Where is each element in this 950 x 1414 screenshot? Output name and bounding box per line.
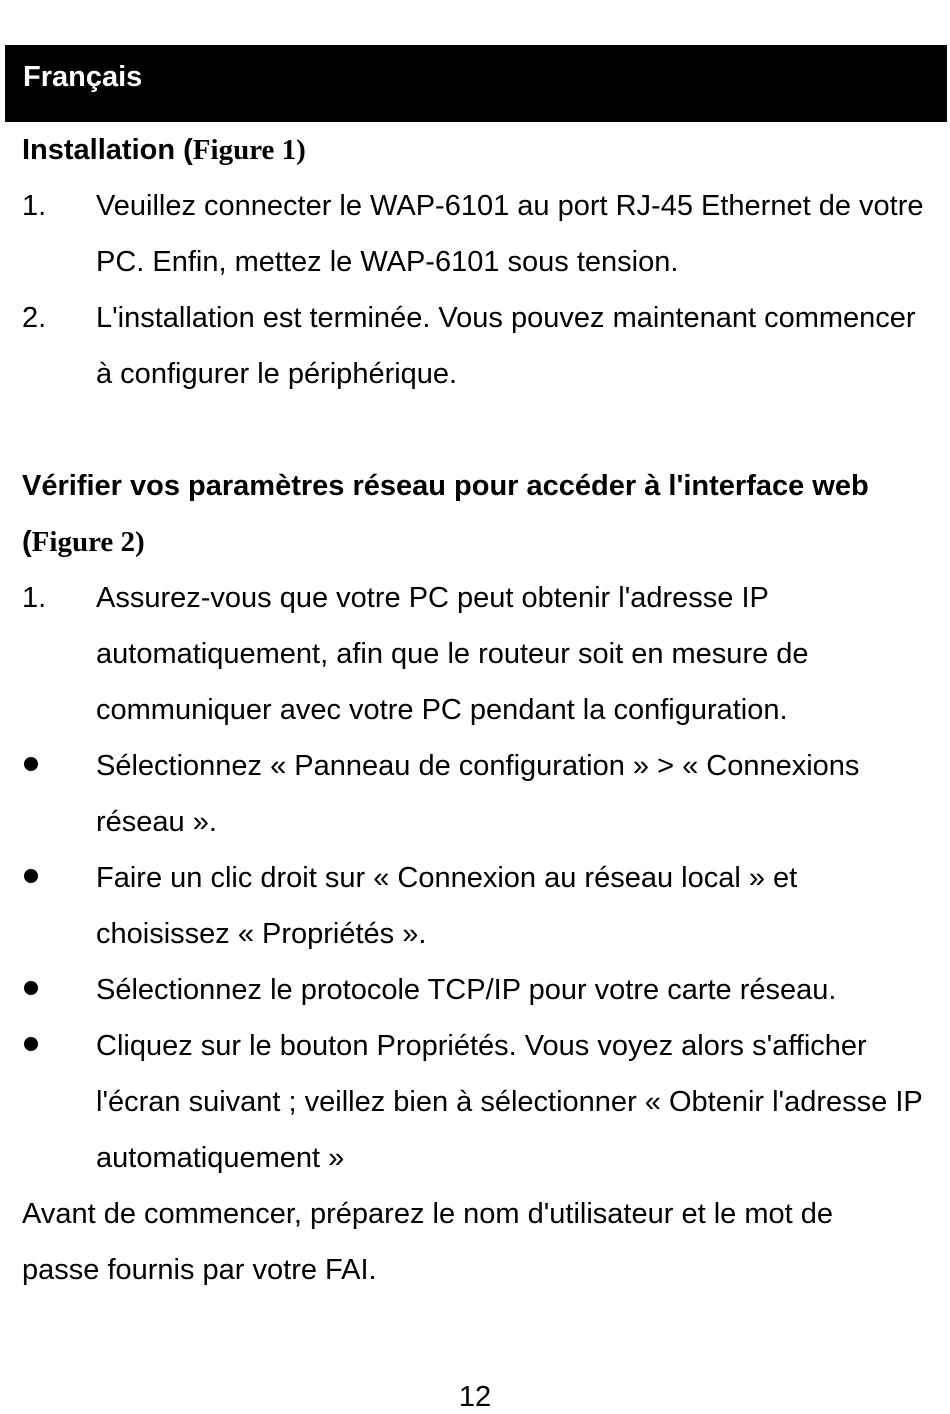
language-header-bar — [5, 45, 947, 122]
network-figure-ref-line — [22, 514, 932, 570]
step-text: Veuillez connecter le WAP-6101 au port RJ-45 Ethernet de votre PC. Enfin, mettez le WAP-6101 sous tension. — [96, 190, 924, 278]
installation-heading — [22, 122, 932, 178]
bullet-text: Sélectionnez le protocole TCP/IP pour votre carte réseau. — [96, 974, 837, 1006]
bullet-text: Cliquez sur le bouton Propriétés. Vous voyez alors s'afficher l'écran suivant ; veillez bien à sélectionner « Obtenir l'adresse IP automatiquement » — [96, 1030, 923, 1174]
section-spacer — [22, 402, 932, 458]
step-text: L'installation est terminée. Vous pouvez maintenant commencer à configurer le périphérique. — [96, 302, 916, 390]
bullet-icon — [24, 869, 38, 883]
bullet-icon — [24, 757, 38, 771]
bullet-icon — [24, 981, 38, 995]
network-figure-open-paren: ( — [22, 526, 32, 558]
installation-step-2 — [22, 290, 932, 402]
network-heading: Vérifier vos paramètres réseau pour accéder à l'interface web — [22, 470, 869, 502]
bullet-text: Sélectionnez « Panneau de configuration » > « Connexions réseau ». — [96, 750, 860, 838]
bullet-item — [22, 850, 932, 962]
step-number: 2. — [22, 302, 47, 334]
bullet-icon — [24, 1037, 38, 1051]
network-figure-ref: Figure 2) — [31, 526, 145, 558]
bullet-item — [22, 962, 932, 1018]
manual-content — [22, 122, 932, 1298]
bullet-item — [22, 1018, 932, 1186]
page-number: 12 — [458, 1381, 492, 1413]
step-number: 1. — [22, 190, 47, 222]
installation-step-1 — [22, 178, 932, 290]
bullet-text: Faire un clic droit sur « Connexion au réseau local » et choisissez « Propriétés ». — [96, 862, 798, 950]
language-label: Français — [23, 61, 143, 93]
installation-figure-ref: Figure 1) — [192, 134, 306, 166]
installation-heading-text: Installation ( — [22, 134, 193, 166]
bullet-item — [22, 738, 932, 850]
step-number: 1. — [22, 582, 47, 614]
closing-paragraph: Avant de commencer, préparez le nom d'utilisateur et le mot de passe fournis par votre FAI. — [22, 1198, 833, 1286]
network-step-1 — [22, 570, 932, 738]
step-text: Assurez-vous que votre PC peut obtenir l'adresse IP automatiquement, afin que le routeur soit en mesure de communiquer avec votre PC pendant la configuration. — [96, 582, 809, 726]
